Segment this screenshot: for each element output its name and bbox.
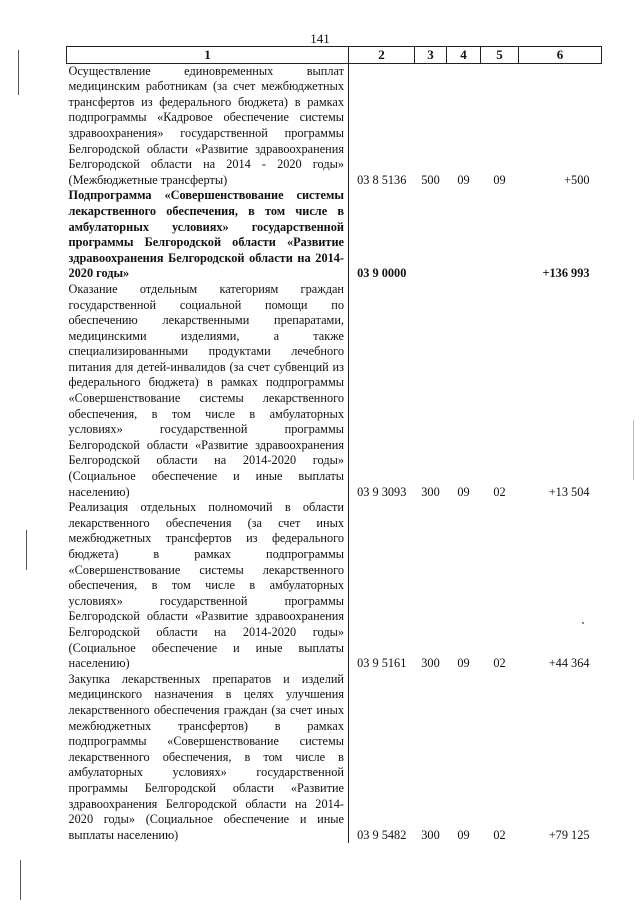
table-row <box>67 282 602 500</box>
row-expense-type: 300 <box>421 484 440 499</box>
scan-mark <box>26 530 27 570</box>
column-header-6: 6 <box>519 47 602 64</box>
row-code: 03 9 3093 <box>357 484 407 499</box>
column-header-1: 1 <box>67 47 349 64</box>
row-section: 09 <box>457 827 470 842</box>
table-row <box>67 188 602 282</box>
table-row <box>67 672 602 844</box>
table-row <box>67 500 602 672</box>
row-subsection <box>481 188 519 282</box>
row-description: Подпрограмма «Совершенствование системы лекарственного обеспечения, в том числе в амбулаторных условиях» государственной программы Белгородской области «Развитие здравоохранения Белгородской области на 2014-2020 годы» <box>67 188 349 282</box>
row-expense-type <box>415 188 447 282</box>
column-header-5: 5 <box>481 47 519 64</box>
row-code: 03 8 5136 <box>357 172 407 187</box>
table-header-row <box>67 47 602 64</box>
scan-mark <box>633 420 634 480</box>
row-code: 03 9 5161 <box>357 656 407 671</box>
row-section: 09 <box>457 484 470 499</box>
row-subsection: 02 <box>493 827 506 842</box>
scan-mark <box>582 622 584 624</box>
row-amount: +44 364 <box>548 656 590 671</box>
row-code: 03 9 0000 <box>357 266 407 281</box>
row-amount: +500 <box>564 172 590 187</box>
budget-table <box>66 46 602 843</box>
row-description: Реализация отдельных полномочий в области лекарственного обеспечения (за счет иных межбюджетных трансфертов из федерального бюджета) в рамках подпрограммы «Совершенствование системы лекарственного обеспечения, в том числе в амбулаторных условиях» государственной программы Белгородской области «Развитие здравоохранения Белгородской области на 2014-2020 годы» (Социальное обеспечение и иные выплаты населению) <box>67 500 349 672</box>
page-number: 141 <box>310 31 330 46</box>
scan-mark <box>18 50 19 95</box>
row-description: Осуществление единовременных выплат медицинским работникам (за счет межбюджетных трансфертов из федерального бюджета) в рамках подпрограммы «Кадровое обеспечение системы здравоохранения» государственной программы Белгородской области «Развитие здравоохранения Белгородской области на 2014 - 2020 годы» (Межбюджетные трансферты) <box>67 63 349 188</box>
row-amount: +13 504 <box>548 484 590 499</box>
row-expense-type: 500 <box>421 172 440 187</box>
row-section <box>447 188 481 282</box>
column-header-2: 2 <box>349 47 415 64</box>
row-subsection: 02 <box>493 656 506 671</box>
row-expense-type: 300 <box>421 656 440 671</box>
row-expense-type: 300 <box>421 827 440 842</box>
table-row <box>67 63 602 188</box>
row-amount: +136 993 <box>542 266 590 281</box>
column-header-3: 3 <box>415 47 447 64</box>
row-description: Оказание отдельным категориям граждан государственной социальной помощи по обеспечению лекарственными препаратами, медицинскими изделиями, а также специализированными продуктами лечебного питания для детей-инвалидов (за счет субвенций из федерального бюджета) в рамках подпрограммы «Совершенствование системы лекарственного обеспечения, в том числе в амбулаторных условиях» государственной программы Белгородской области «Развитие здравоохранения Белгородской области на 2014-2020 годы» (Социальное обеспечение и иные выплаты населению) <box>67 282 349 500</box>
row-code: 03 9 5482 <box>357 827 407 842</box>
row-description: Закупка лекарственных препаратов и изделий медицинского назначения в целях улучшения лекарственного обеспечения граждан (за счет иных межбюджетных трансфертов) в рамках подпрограммы «Совершенствование системы лекарственного обеспечения, в том числе в амбулаторных условиях» государственной программы Белгородской области «Развитие здравоохранения Белгородской области на 2014-2020 годы» (Социальное обеспечение и иные выплаты населению) <box>67 672 349 844</box>
row-subsection: 09 <box>493 172 506 187</box>
row-section: 09 <box>457 656 470 671</box>
column-header-4: 4 <box>447 47 481 64</box>
row-amount: +79 125 <box>548 827 590 842</box>
row-section: 09 <box>457 172 470 187</box>
scan-mark <box>20 860 21 900</box>
row-subsection: 02 <box>493 484 506 499</box>
